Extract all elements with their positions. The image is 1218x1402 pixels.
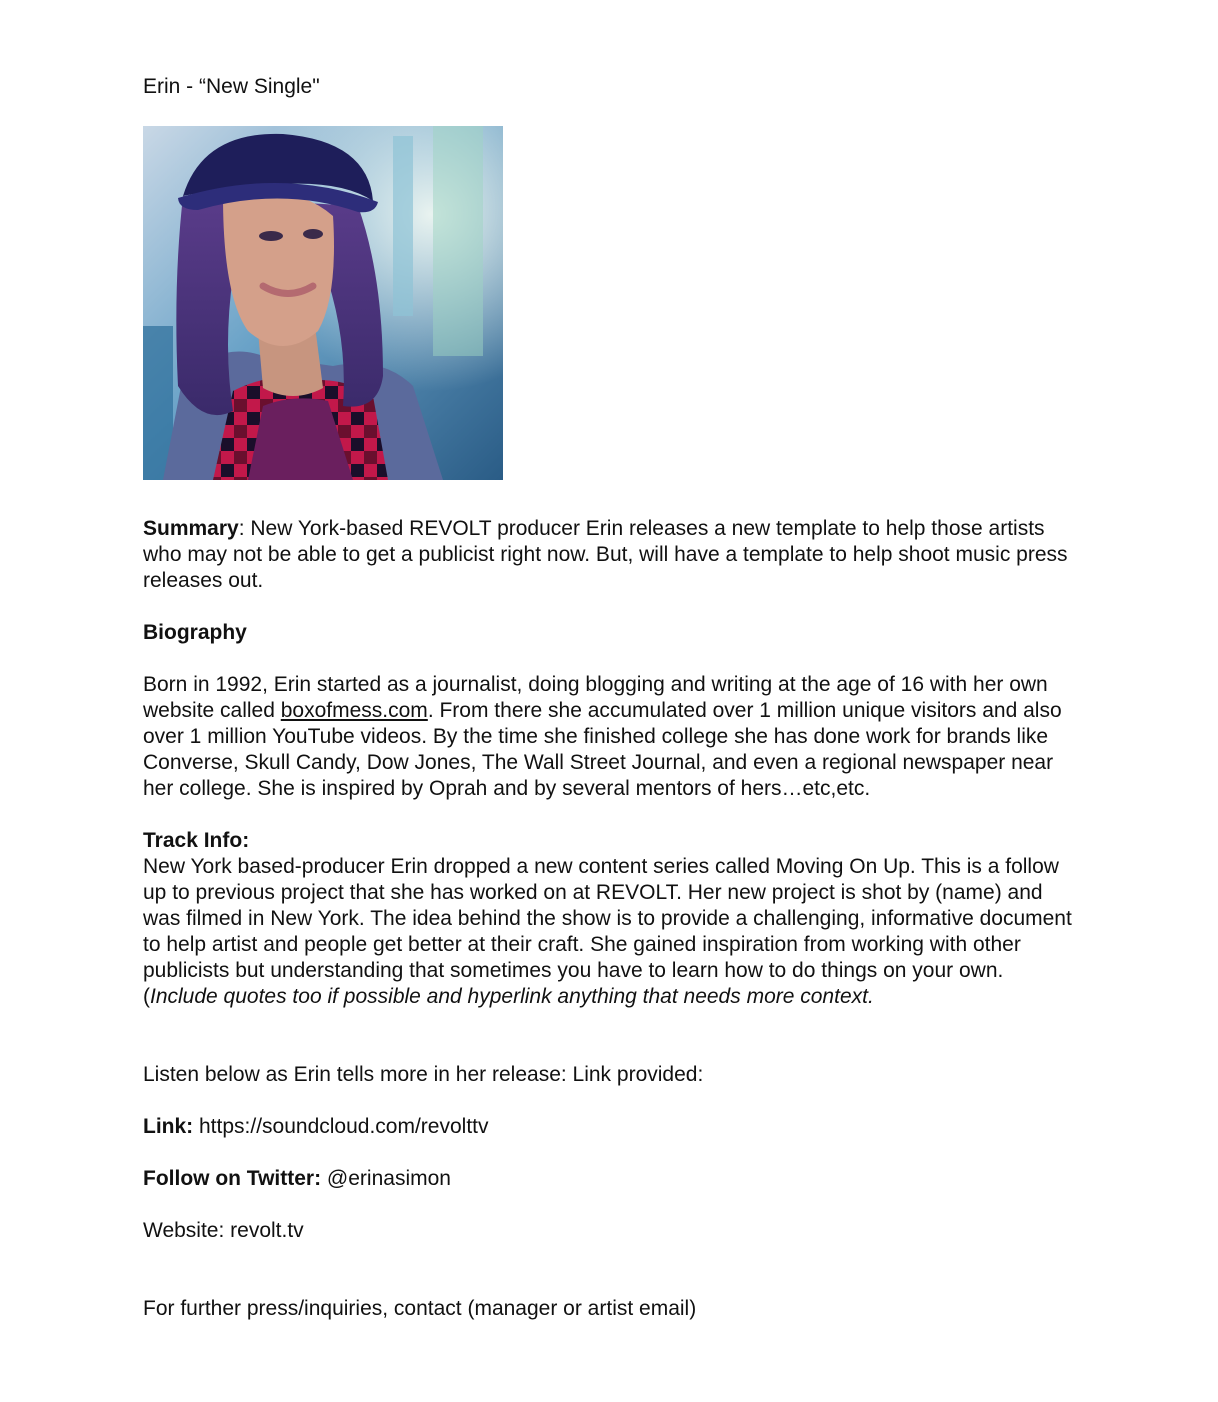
link-line (143, 1114, 1083, 1140)
listen-paragraph: Listen below as Erin tells more in her release: Link provided: (143, 1063, 704, 1086)
biography-text-after: . From there she accumulated over 1 million unique visitors and also over 1 million YouTube videos. By the time she finished college she has done work for brands like Converse, Skull Candy, Dow Jones, The Wall Street Journal, and even a regional newspaper near her college. She is inspired by Oprah and by several mentors of hers…etc,etc. (143, 699, 1062, 800)
press-release-page (143, 74, 1083, 1320)
page-title: Erin - “New Single" (143, 75, 320, 98)
summary-text: : New York-based REVOLT producer Erin releases a new template to help those artists who may not be able to get a publicist right now. But, will have a template to help shoot music press releases out. (143, 517, 1068, 592)
link-label: Link: (143, 1115, 194, 1138)
twitter-handle[interactable]: @erinasimon (321, 1167, 451, 1190)
contact-line: For further press/inquiries, contact (manager or artist email) (143, 1297, 697, 1320)
website-line: Website: revolt.tv (143, 1219, 304, 1242)
summary-label: Summary (143, 517, 239, 540)
twitter-label: Follow on Twitter: (143, 1167, 322, 1190)
track-info-heading: Track Info: (143, 829, 250, 852)
track-info-section (143, 828, 1083, 1010)
portrait-illustration (143, 126, 503, 480)
soundcloud-link[interactable]: https://soundcloud.com/revolttv (193, 1115, 489, 1138)
track-info-text: New York based-producer Erin dropped a new content series called Moving On Up. This is a follow up to previous project that she has worked on at REVOLT. Her new project is shot by (name) and was filmed in New York. The idea behind the show is to provide a challenging, informative document to help artist and people get better at their craft. She gained inspiration from working with other publicists but understanding that sometimes you have to learn how to do things on your own. ( (143, 855, 1072, 1008)
summary-paragraph (143, 516, 1083, 594)
biography-text-before: Born in 1992, Erin started as a journalist, doing blogging and writing at the age of 16 with her own website called (143, 673, 1048, 722)
track-info-italic-note: Include quotes too if possible and hyperlink anything that needs more context. (150, 985, 874, 1008)
biography-paragraph (143, 672, 1083, 802)
artist-portrait-photo (143, 126, 503, 480)
website-link[interactable]: boxofmess.com (280, 699, 428, 722)
twitter-line (143, 1166, 1083, 1192)
biography-heading-text: Biography (143, 621, 247, 644)
biography-heading (143, 620, 1083, 646)
